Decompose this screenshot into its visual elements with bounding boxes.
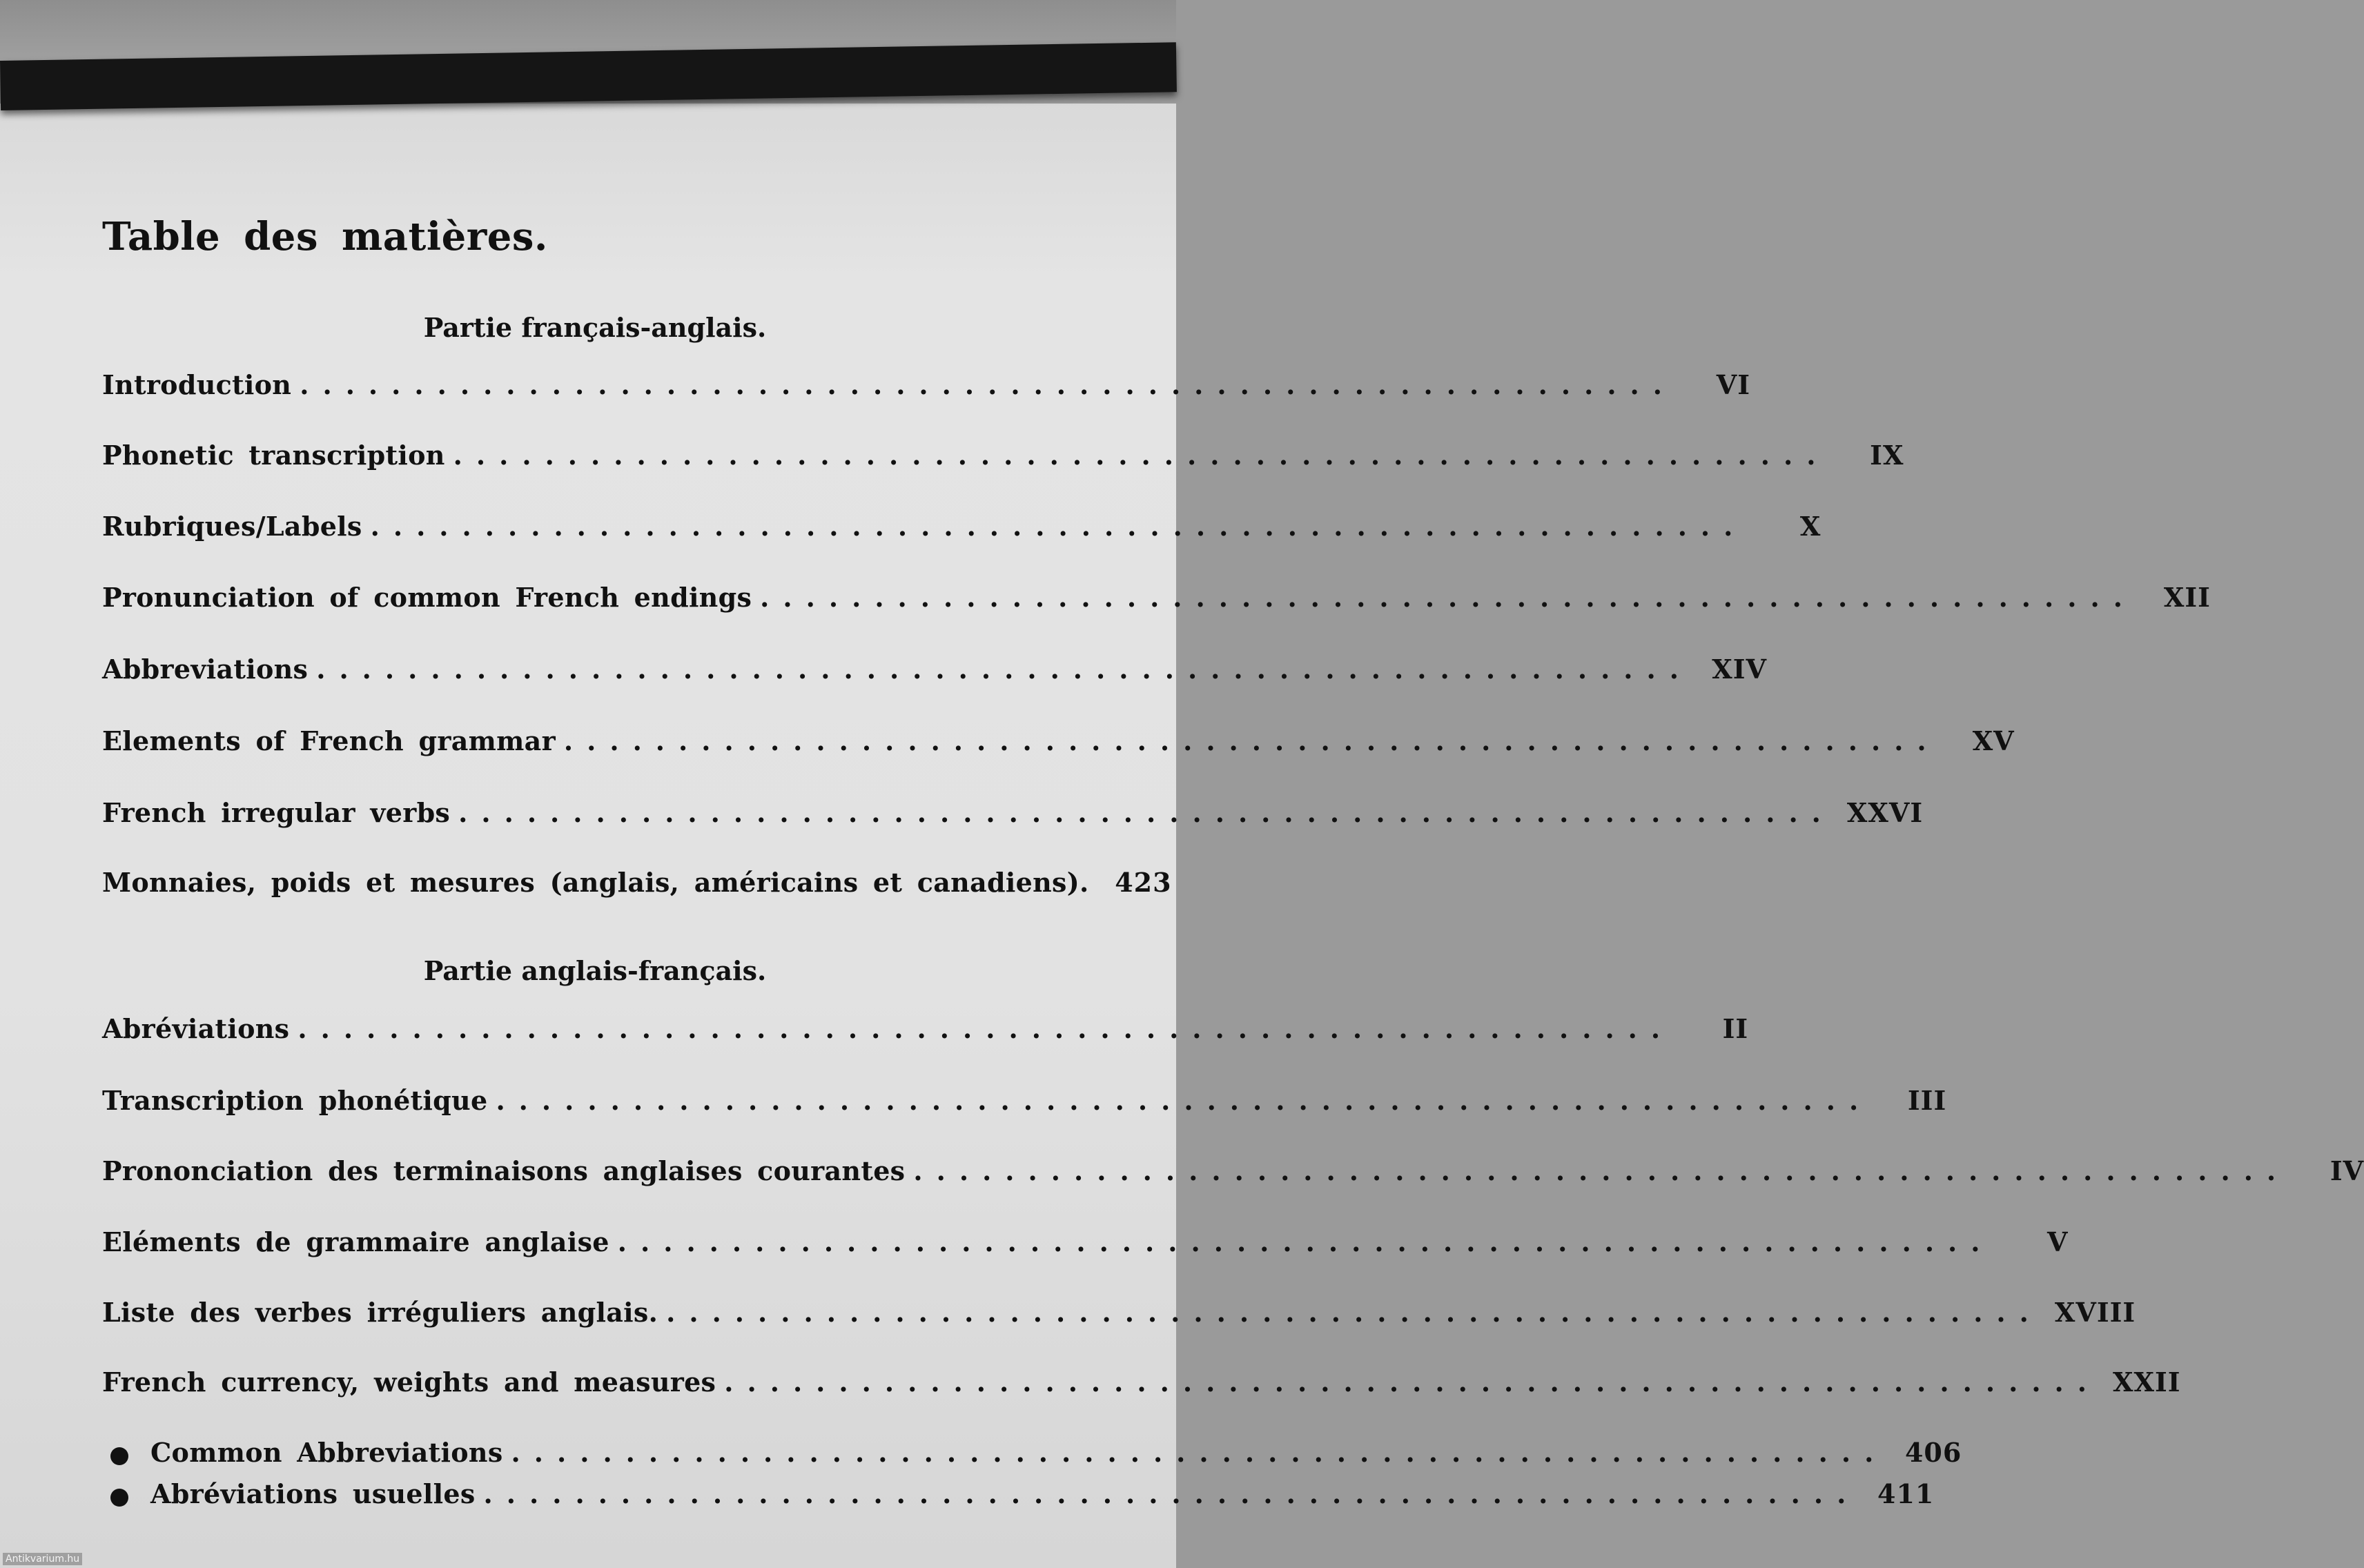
toc-entry-label: French irregular verbs <box>102 797 451 828</box>
toc-entry <box>102 1155 2364 1194</box>
dot-leader: ............................................................ <box>483 1478 1860 1509</box>
toc-bullet-entry <box>110 1437 1962 1476</box>
toc-entry-page: XIV <box>1712 654 1767 685</box>
bullet-icon <box>110 1447 128 1465</box>
toc-entry-label: Abbreviations <box>102 654 309 685</box>
toc-entry <box>102 582 2211 620</box>
dot-leader: ............................................................ <box>496 1085 1873 1116</box>
toc-entry-page: XXII <box>2113 1366 2181 1398</box>
toc-entry <box>102 654 1767 692</box>
dot-leader: ............................................................ <box>458 797 1835 828</box>
dot-leader: ............................................................ <box>617 1226 1994 1257</box>
dot-leader: ............................................................ <box>370 511 1747 542</box>
toc-entry-page: 423 <box>1115 867 1172 898</box>
toc-entry <box>102 725 2015 764</box>
dot-leader: ............................................................ <box>453 440 1830 471</box>
toc-entry <box>102 1013 1749 1052</box>
dot-leader: ............................................................ <box>913 1155 2290 1186</box>
toc-entry-label: Transcription phonétique <box>102 1085 488 1116</box>
dot-leader: ............................................................ <box>300 369 1677 400</box>
toc-entry <box>102 867 1172 905</box>
toc-entry-label: Prononciation des terminaisons anglaises courantes <box>102 1155 906 1186</box>
toc-entry-label: Liste des verbes irréguliers anglais. <box>102 1297 658 1328</box>
page-title: Table des matières. <box>102 214 548 259</box>
toc-entry-page: X <box>1799 511 1821 542</box>
toc-entry <box>102 797 1924 836</box>
dot-leader: ............................................................ <box>760 582 2136 613</box>
toc-bullet-entry <box>110 1478 1935 1517</box>
toc-entry-page: V <box>2047 1226 2069 1257</box>
toc-entry-page: XII <box>2163 582 2211 613</box>
toc-entry-label: Rubriques/Labels <box>102 511 362 542</box>
section-heading-english-french: Partie anglais-français. <box>423 955 767 986</box>
toc-entry-page: II <box>1722 1013 1749 1044</box>
dot-leader: ............................................................ <box>563 725 1940 756</box>
toc-entry-label: Eléments de grammaire anglaise <box>102 1226 609 1257</box>
toc-entry-label: Abréviations usuelles <box>150 1478 476 1509</box>
toc-entry <box>102 440 1904 478</box>
toc-entry-page: IX <box>1870 440 1904 471</box>
bullet-icon <box>110 1489 128 1507</box>
dot-leader: ............................................................ <box>511 1437 1888 1468</box>
toc-entry-page: XXVI <box>1846 797 1924 828</box>
toc-entry <box>102 1085 1947 1124</box>
toc-entry-page: VI <box>1716 369 1751 400</box>
toc-entry-label: Pronunciation of common French endings <box>102 582 752 613</box>
toc-entry-label: Monnaies, poids et mesures (anglais, américains et canadiens). <box>102 867 1089 898</box>
toc-entry-page: IV <box>2329 1155 2364 1186</box>
toc-entry <box>102 1366 2181 1405</box>
toc-entry-label: Introduction <box>102 369 292 400</box>
toc-entry-label: French currency, weights and measures <box>102 1366 716 1398</box>
toc-entry-label: Phonetic transcription <box>102 440 445 471</box>
source-watermark: Antikvarium.hu <box>3 1553 82 1565</box>
toc-entry-page: XV <box>1972 725 2015 756</box>
section-heading-french-english: Partie français-anglais. <box>423 312 767 343</box>
toc-entry-page: 411 <box>1877 1478 1935 1509</box>
toc-entry <box>102 1297 2136 1335</box>
dot-leader: ............................................................ <box>724 1366 2101 1398</box>
toc-entry <box>102 1226 2069 1265</box>
toc-entry <box>102 369 1751 408</box>
toc-entry-page: 406 <box>1904 1437 1962 1468</box>
toc-entry-page: XVIII <box>2054 1297 2136 1328</box>
toc-entry <box>102 511 1821 549</box>
toc-entry-label: Abréviations <box>102 1013 290 1044</box>
toc-entry-label: Common Abbreviations <box>150 1437 503 1468</box>
toc-entry-label: Elements of French grammar <box>102 725 556 756</box>
dot-leader: ............................................................ <box>297 1013 1674 1044</box>
dot-leader: ............................................................ <box>316 654 1692 685</box>
toc-entry-page: III <box>1907 1085 1947 1116</box>
dot-leader: ............................................................ <box>666 1297 2042 1328</box>
